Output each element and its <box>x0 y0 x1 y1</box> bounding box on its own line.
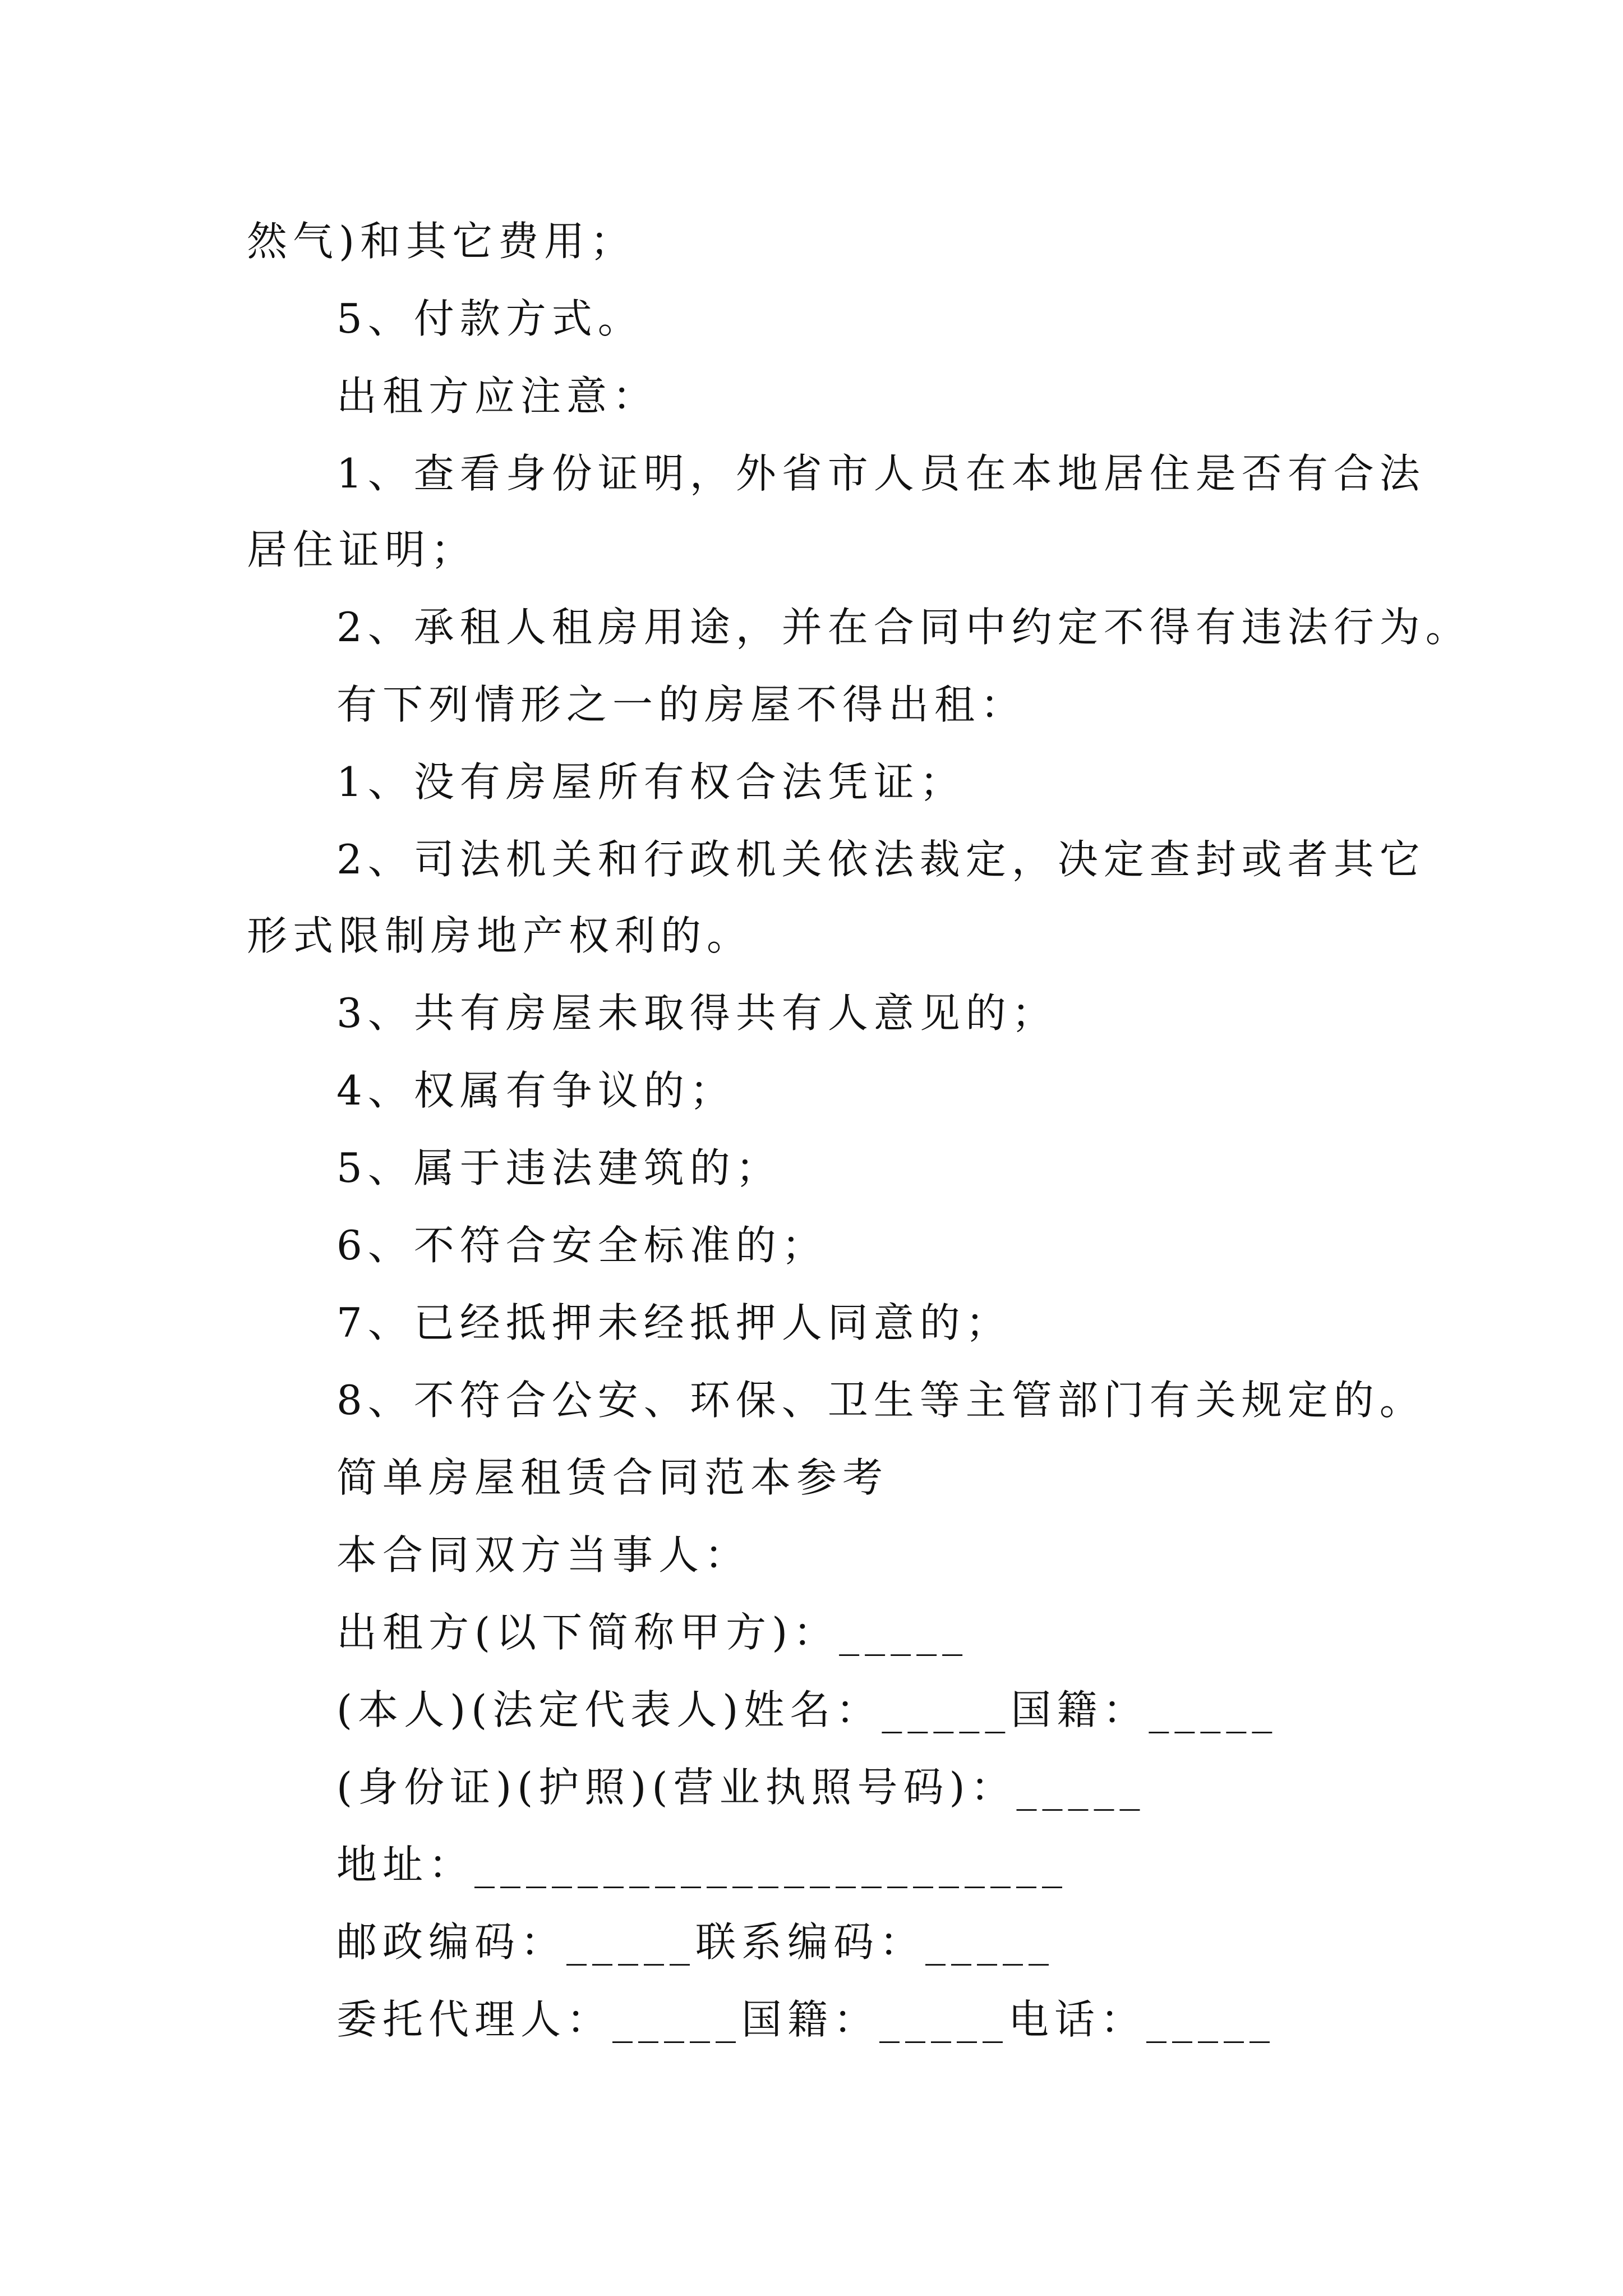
form-field-line: (本人)(法定代表人)姓名：_____国籍：_____ <box>336 1686 1278 1733</box>
paragraph-line: 2、承租人租房用途，并在合同中约定不得有违法行为。 <box>336 604 1472 651</box>
form-field-line: 地址：_______________________ <box>336 1841 1068 1888</box>
form-field-line: 邮政编码：_____联系编码：_____ <box>336 1918 1055 1966</box>
paragraph-line: 然气)和其它费用； <box>247 218 637 265</box>
list-item: 3、共有房屋未取得共有人意见的； <box>336 990 1058 1037</box>
form-field-line: (身份证)(护照)(营业执照号码)：_____ <box>336 1764 1146 1811</box>
paragraph-line: 5、付款方式。 <box>336 295 644 342</box>
paragraph-line: 1、查看身份证明，外省市人员在本地居住是否有合法 <box>336 450 1426 497</box>
list-item: 1、没有房屋所有权合法凭证； <box>336 758 966 806</box>
list-item: 8、不符合公安、环保、卫生等主管部门有关规定的。 <box>336 1377 1426 1424</box>
paragraph-line: 形式限制房地产权利的。 <box>247 912 753 959</box>
list-item: 5、属于违法建筑的； <box>336 1144 782 1191</box>
section-heading: 有下列情形之一的房屋不得出租： <box>336 681 1027 728</box>
form-field-line: 出租方(以下简称甲方)：_____ <box>336 1609 969 1656</box>
form-field-line: 委托代理人：_____国籍：_____电话：_____ <box>336 1996 1276 2043</box>
list-item: 4、权属有争议的； <box>336 1067 736 1114</box>
list-item: 2、司法机关和行政机关依法裁定，决定查封或者其它 <box>336 836 1426 883</box>
paragraph-line: 居住证明； <box>247 526 477 573</box>
section-heading: 本合同双方当事人： <box>336 1531 751 1579</box>
list-item: 7、已经抵押未经抵押人同意的； <box>336 1299 1012 1346</box>
section-heading: 出租方应注意： <box>336 372 659 420</box>
contract-title: 简单房屋租赁合同范本参考 <box>336 1454 889 1501</box>
list-item: 6、不符合安全标准的； <box>336 1222 828 1269</box>
